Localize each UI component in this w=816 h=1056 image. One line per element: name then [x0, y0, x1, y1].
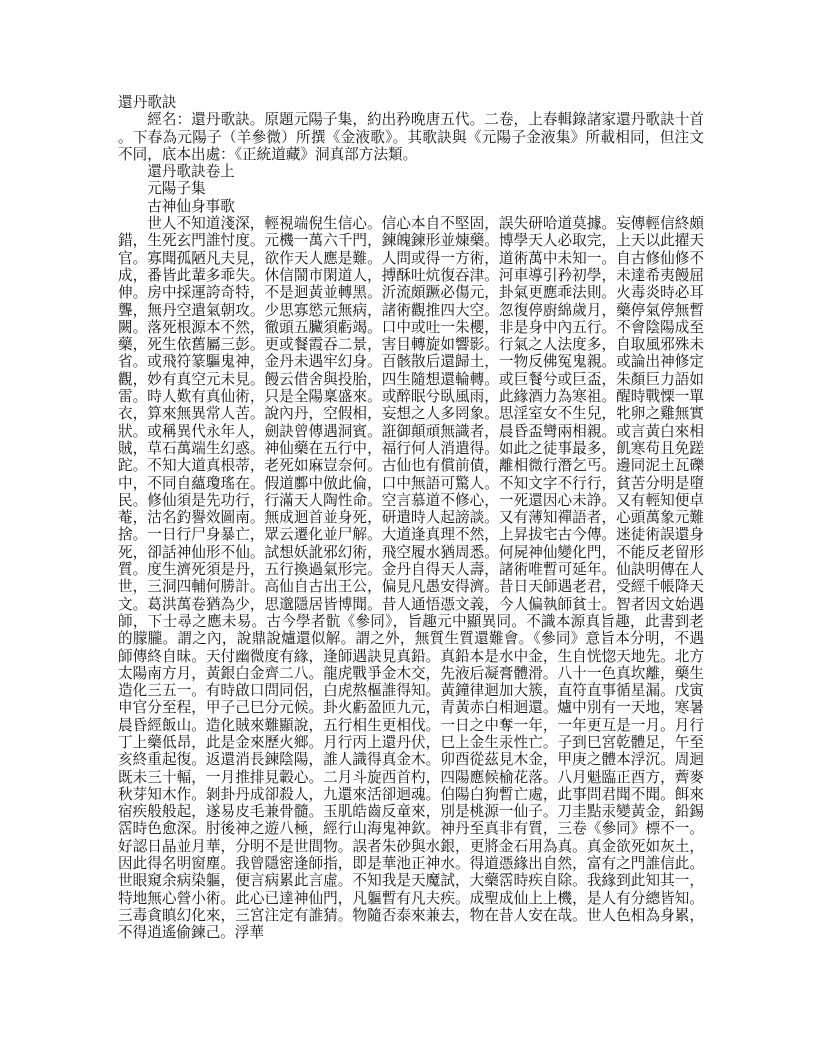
document-title: 還丹歌訣	[118, 94, 177, 111]
compiler-line: 元陽子集	[147, 180, 206, 198]
volume-heading: 還丹歌訣卷上	[147, 163, 235, 181]
document-page	[118, 94, 704, 942]
document-intro: 經名：還丹歌訣。原題元陽子集，約出矜晚唐五代。二卷，上春輯錄諸家還丹歌訣十首。下春為元陽子（羊參微）所撰《金液歌》。其歌訣與《元陽子金液集》所載相同，但注文不同，底本出處：《正統道藏》洞真部方法類。	[118, 111, 704, 163]
body-text: 世人不知道淺深，輕視端倪生信心。信心本自不堅固，誤失研哈道莫據。妄傳輕信終頗錯，生死玄門誰忖度。元機一萬六千門，鍊魄鍊形並煉藥。博學天人必取完，上天以此擢天官。寡聞孤陋凡夫見，欲作天人應是難。人問或得一方術，道術萬中未知一。自古修仙修不成，番皆此輩多乖失。休信鬧市閑道人，搏酥吐炕復吞津。河車導引矜初學，未達希夷饅屈伸。房中採運誇奇特，不是迴黃並轉黑。沂流頗蹶必傷元，卦氣更應乖法則。火毒炎時必耳聾，無丹空遣氣朝攻。少思寡慾元無病，諸術觀推四大空。忽復停廚綿歲月，藥停氣停無暫闕。落死根源本不然，徹頭五臟須虧竭。口中或吐一朱櫻，非是身中內五行。不會陰陽成至藥，死生依舊屬三彭。更或餐霞吞二景，害目轉旋如響影。行氣之人法度多，自取風邪殊未省。或飛符篆驅鬼神，金丹未遇牢幻身。百骸散后還歸土，一物反佛冤鬼親。或論出神修定觀，妙有真空元未見。饅云借舍與投胎，四生隨想還輪轉。或巨餐兮或巨盃，朱顏巨力語如雷。時人歎有真仙術，只是全陽稟盛來。或醉眠兮臥風雨，此緣酒力為寒祖。醒時戰慄一單衣，算來無異常人苦。說內丹，空假相，妄想之人多罔象。思淫室女不生兒，牝卵之雞無實狀。或稱異代永年人，劍訣曾傳遇洞賓。誑御顛頑無識者，晨昏盃彎兩相親。或言黃白來相賊，草石萬端生幻惑。神仙藥在五行中，福行何人消遣得。如此之徒事最多，飢寒苟且免蹉跎。不知大道真根蒂，老死如麻豈奈何。古仙也有償前債，離相微行潛乞丐。邊同泥土瓦礫中，不同自蘊瓊瑤在。假道鄽中倣此倫，口中無語可驚人。不知文字不行行，貧苦分明是墮民。修仙須是先功行，行滿天人陶性命。空言慕道不修心，一死還因心未諍。又有輕知便卓菴，沽名釣譽效圖南。無成迴首並身死，研遣時人起謗談。又有薄知禪語者，心頭萬象元難捨。一日行尸身暴亡，眾云遷化並尸解。大道逢真理不然，上昇拔宅古今傳。迷徒術誤還身死，卻話神仙形不仙。試想妖訛邪幻術，飛空履水猶周悉。何屍神仙變化門，不能反老留形質。度生濟死須是丹，五行換過氣形完。金丹自得天人壽，諸術唯暫可延年。仙訣明傳在人世，三洞四輔何勝計。高仙自古出王公，偏見凡愚安得濟。昔日天師遇老君，受經千帳降天文。葛洪萬卷猶為少，思邈隱居皆博聞。昔人通悟憑文義，今人偏執師貧士。智者因文始遇師，下士尋之應未易。古今學者骯《參同》，旨趣元中顯異同。不識本源真旨趣，此書到老的朦朧。謂之內，說鼎說爐還似解。謂之外，無質生質還難會。《參同》意旨本分明，不遇師傳終自昧。天付幽微度有緣，逢師遇訣見真鉛。真鉛本是水中金，生自恍惚天地先。北方太陽南方月，黃銀白金齊二八。龍虎戰爭金木交，先液后凝膏體滑。八十一色真坎離，藥生造化三五一。有時啟口問同侶，白虎熬樞誰得知。黃鐘律迴加大簇，直符直事循星漏。戊寅申官分至程，甲子己巳分元候。卦火虧盈匝九元，青黃赤白相迴還。爐中別有一天地，寒暑晨昏經飯山。造化賊來難顯說，五行相生更相伐。一日之中奪一年，一年更互是一月。月行丁上藥低昂，此是金來歷火鄉。月行丙上還丹伏，巳上金生汞性亡。子到巳宮乾體足，午至亥終重起復。返還消長鍊陰陽，誰人識得真金木。卯酉從茲見木金，甲庚之體本浮沉。周迴既未三十輻，一月推排見轂心。二月斗旋西首杓，四陽應候榆花落。八月魁臨正酉方，薺麥秋芽知木作。剝卦丹成卻殺人，九還來活卻迴魂。伯陽白狗暫亡處，此事問君聞不聞。餌來宿疾般般起，遂易皮毛兼骨髓。玉肌皓齒反童來，別是桃源一仙子。刀圭點汞變黃金，鉛錫霑時色愈深。肘後神之遊八極，經行山海鬼神欽。神丹至真非有質，三卷《參同》標不一。好認日晶並月華，分明不是世間物。誤者朱砂與水銀，更將金石用為真。真金欲死如灰土，因此得名明窗塵。我曾隱密逢師指，即是華池正神水。得道憑緣出自然，富有之門誰信此。世眼窺余病染軀，便言病累此言虛。不知我是天魔試，大藥霑時疾自除。我緣到此知其一，特地無心營小術。此心已達神仙門，凡軀暫有凡夫疾。成聖成仙上上機，是人有分總皆知。三毒貪瞋幻化來，三宮注定有誰猜。物隨否泰來兼去，物在昔人安在哉。世人色相為身累，不得逍遙偷鍊己。浮華	[118, 215, 704, 942]
section-heading: 古神仙身事歌	[147, 197, 235, 215]
